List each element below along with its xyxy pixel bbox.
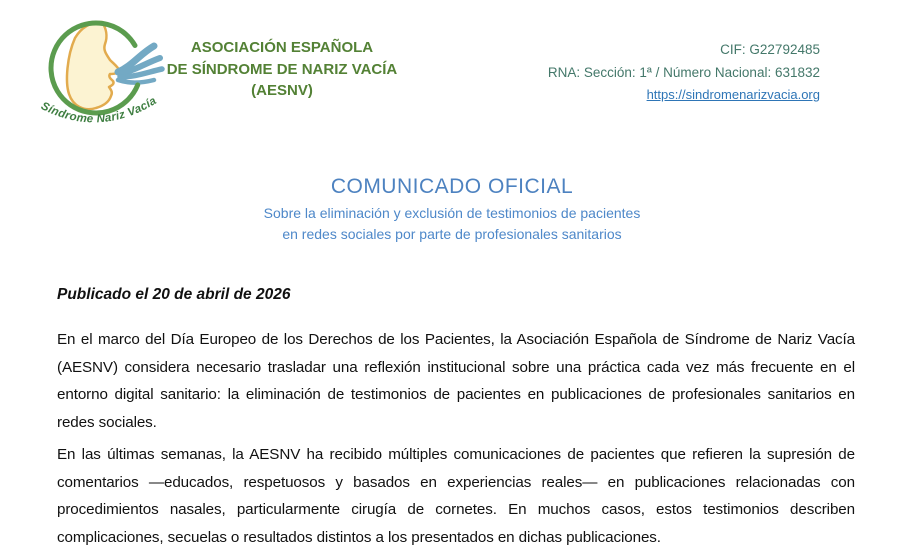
cif-number: CIF: G22792485 <box>720 42 820 57</box>
logo-arc-text: Síndrome Nariz Vacía <box>38 94 159 126</box>
org-name <box>130 37 434 102</box>
body-paragraph-1: En el marco del Día Europeo de los Derechos de los Pacientes, la Asociación Española de Síndrome de Nariz Vacía (AESNV) considera necesario trasladar una reflexión institucional sobre una práctica cada vez más frecuente en el entorno digital sanitario: la eliminación de testimonios de pacientes en publicaciones de profesionales sanitarios en redes sociales. <box>57 331 855 431</box>
registry-info <box>548 39 820 107</box>
org-name-line-3: (AESNV) <box>251 82 313 99</box>
website-link[interactable]: https://sindromenarizvacia.org <box>646 87 820 102</box>
document-title: COMUNICADO OFICIAL <box>330 175 574 198</box>
logo-face-icon <box>67 22 119 109</box>
org-name-line-1: ASOCIACIÓN ESPAÑOLA <box>190 39 374 56</box>
subtitle-line-2: en redes sociales por parte de profesionales sanitarios <box>282 226 622 242</box>
org-name-line-2: DE SÍNDROME DE NARIZ VACÍA <box>166 60 398 78</box>
subtitle-line-1: Sobre la eliminación y exclusión de testimonios de pacientes <box>263 205 641 221</box>
publication-date: Publicado el 20 de abril de 2026 <box>57 286 291 303</box>
body-paragraph-2: En las últimas semanas, la AESNV ha recibido múltiples comunicaciones de pacientes que refieren la supresión de comentarios —educados, respetuosos y basados en experiencias reales— en publicaciones relacionadas con procedimientos nasales, particularmente cirugía de cornetes. En muchos casos, estos testimonios describen complicaciones, secuelas o resultados distintos a los presentados en dichas publicaciones. <box>57 446 855 546</box>
document-subtitle <box>0 203 904 245</box>
rna-registration: RNA: Sección: 1ª / Número Nacional: 631832 <box>547 64 820 80</box>
website-line <box>548 84 820 107</box>
